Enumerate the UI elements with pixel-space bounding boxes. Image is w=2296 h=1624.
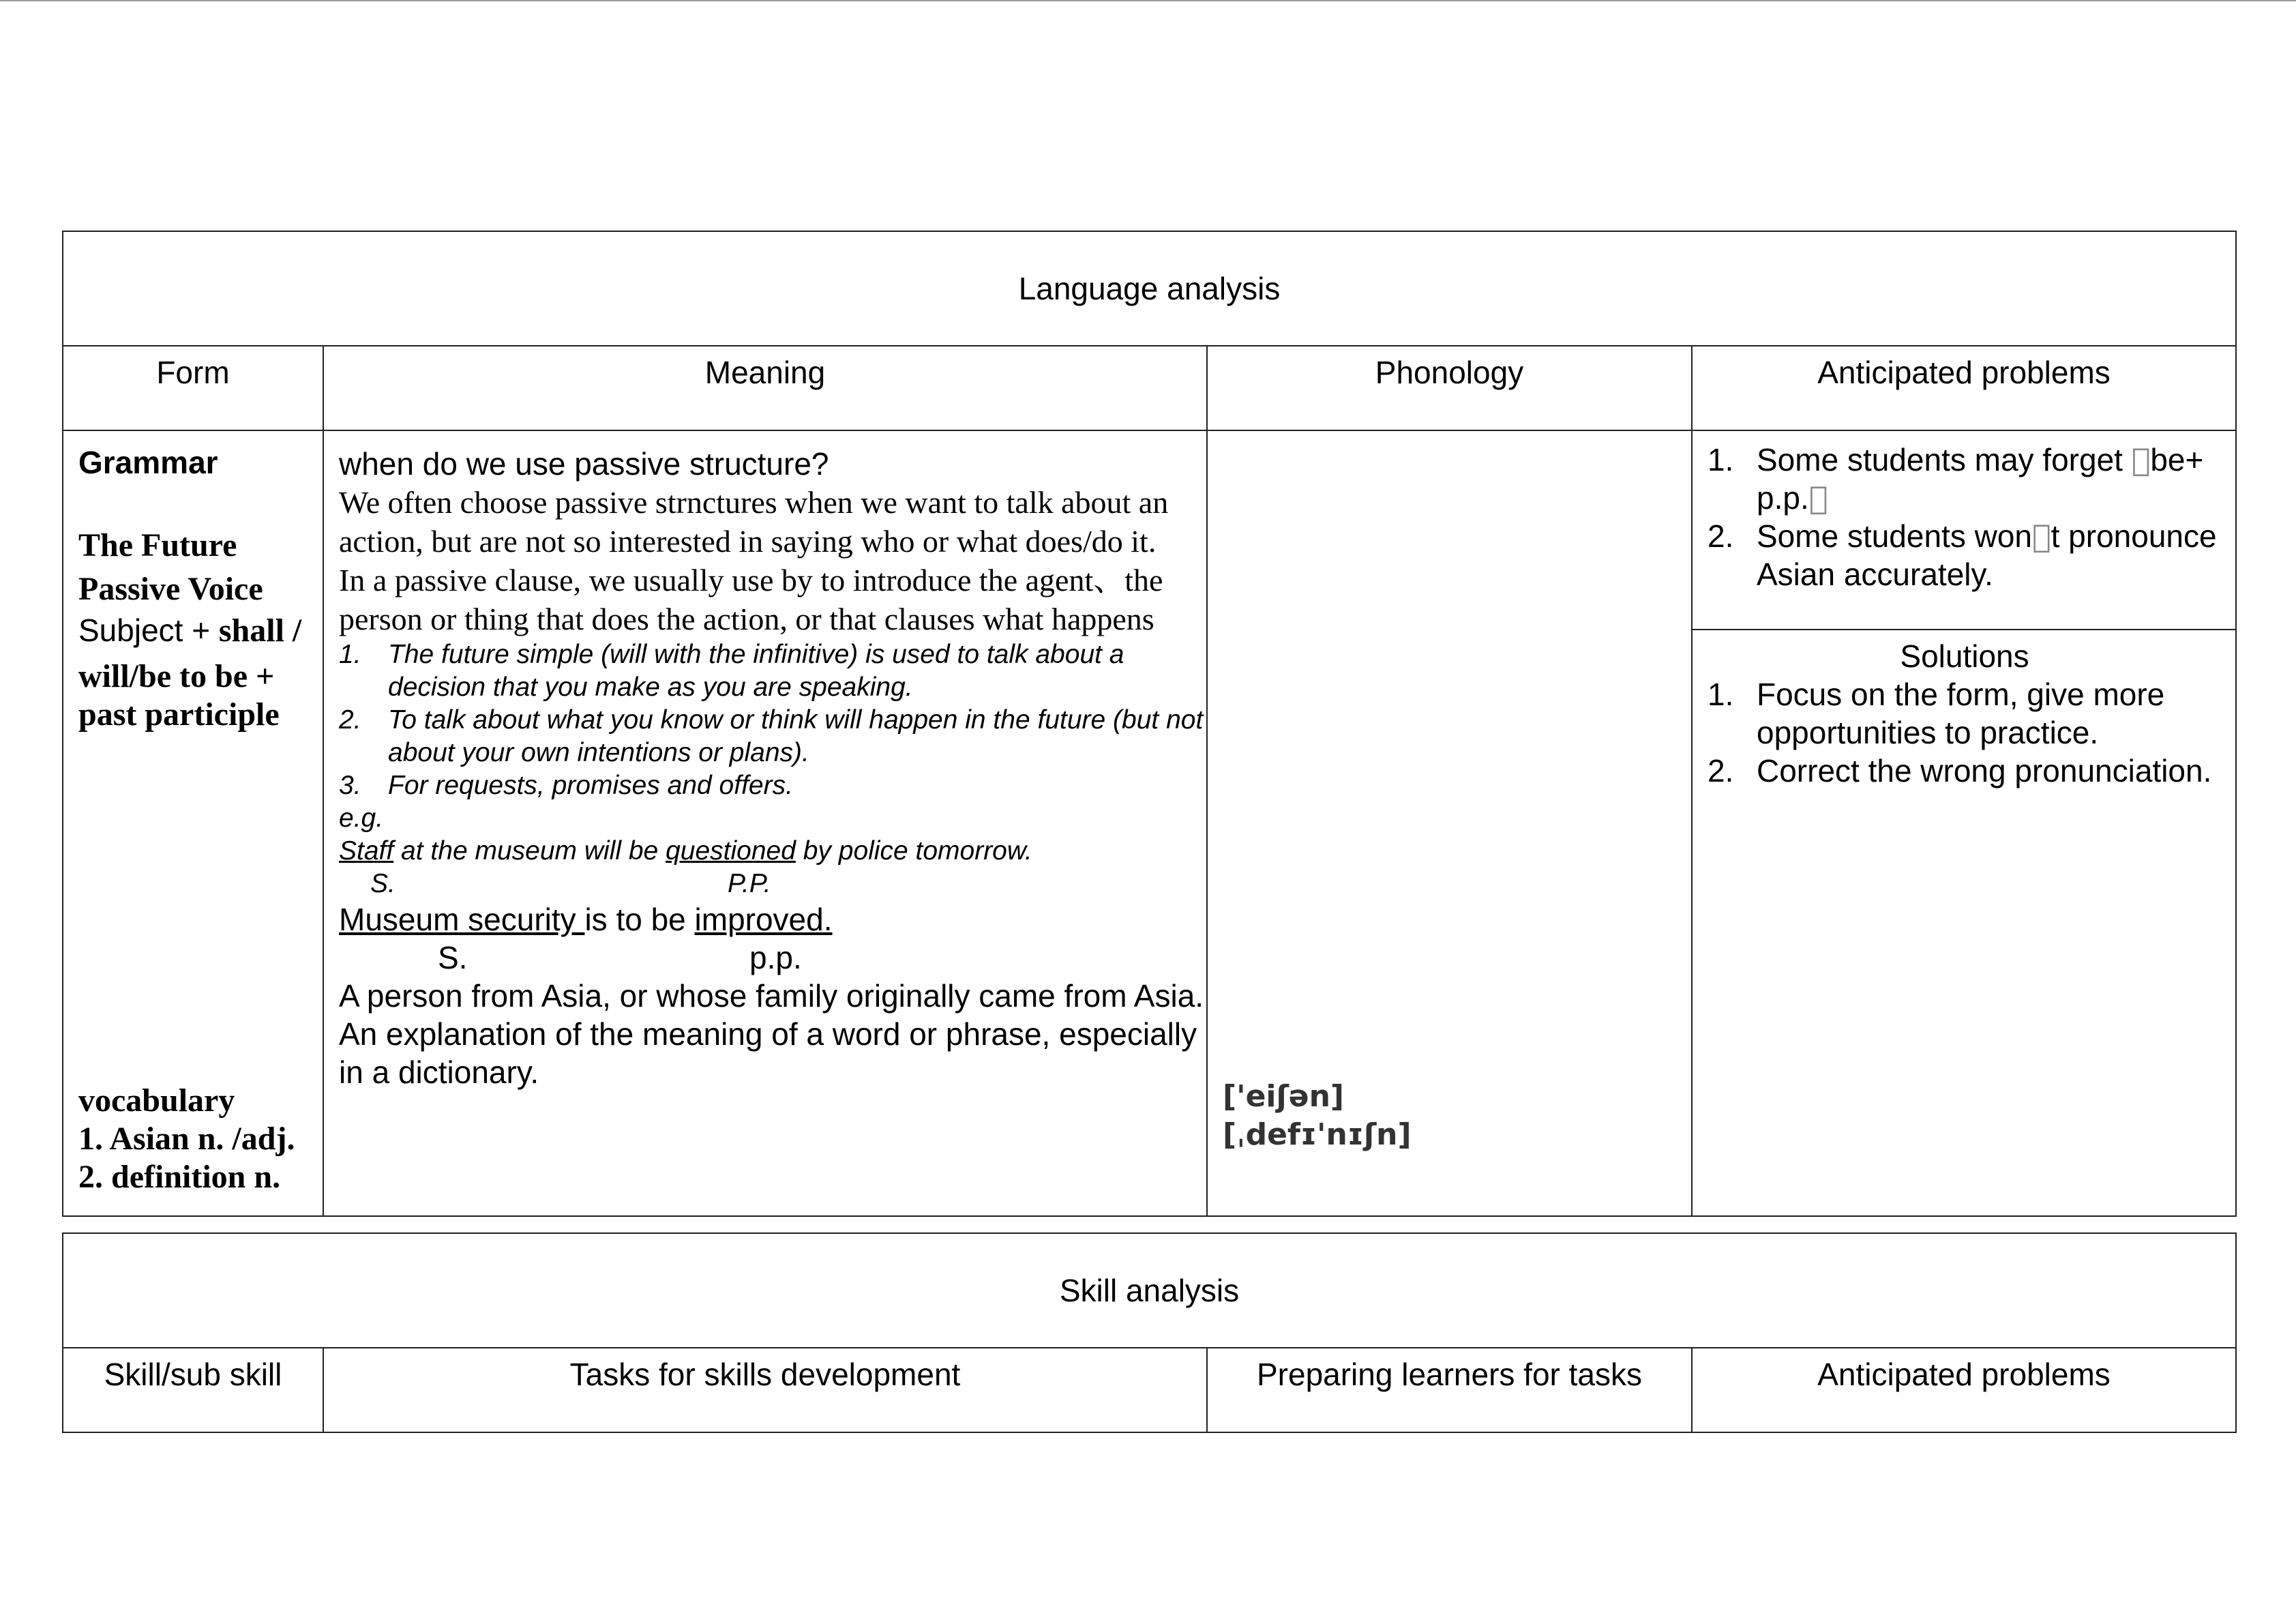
- problems-list: [1708, 441, 2222, 593]
- rule-subject: Subject +: [78, 612, 219, 648]
- grammar-title: [78, 524, 323, 611]
- skill-analysis-table: [62, 1232, 2237, 1433]
- example-2-markers: [339, 939, 1206, 977]
- example-2-marker-subject: S.: [438, 940, 468, 975]
- list-item: 2. Correct the wrong pronunciation.: [1708, 753, 2212, 788]
- vocabulary-item: 2. definition n.: [78, 1159, 281, 1195]
- definition-asian: A person from Asia, or whose family originally came from Asia.: [339, 978, 1204, 1014]
- definition-definition: An explanation of the meaning of a word or phrase, especially in a dictionary.: [339, 1016, 1197, 1090]
- list-item: 1. Focus on the form, give more opportunities to practice.: [1708, 677, 2165, 750]
- form-cell: [63, 430, 323, 1216]
- example-sentence-1: Staff at the museum will be questioned by police tomorrow.: [339, 836, 1032, 866]
- anticipated-problems-cell: [1692, 430, 2236, 1216]
- example-1-verb: questioned: [666, 836, 796, 866]
- example-1-marker-pp: P.P.: [728, 869, 771, 898]
- grammar-title-line1: The Future: [78, 527, 237, 563]
- example-2-verb: improved.: [694, 902, 833, 937]
- phonetic-asian: ['eiʃən]: [1223, 1079, 1345, 1114]
- phonology-cell: [1207, 430, 1692, 1216]
- list-item: 2. Some students won t pronounce Asian accurately.: [1708, 518, 2208, 592]
- problems-section: [1693, 431, 2235, 630]
- header-skill: Skill/sub skill: [63, 1348, 323, 1432]
- example-2-subject: Museum security: [339, 902, 585, 937]
- rule-line2: will/be to be +: [78, 658, 275, 694]
- solutions-section: [1693, 630, 2235, 790]
- header-meaning: Meaning: [323, 346, 1207, 430]
- vocabulary-label: vocabulary: [78, 1082, 235, 1119]
- language-analysis-title: Language analysis: [63, 231, 2236, 346]
- meaning-paragraph-1: We often choose passive strnctures when we want to talk about an action, but are not so interested in saying who or what does/do it.: [339, 485, 1169, 559]
- solutions-title: Solutions: [1900, 638, 2029, 674]
- header-preparing: Preparing learners for tasks: [1207, 1348, 1692, 1432]
- header-phonology: Phonology: [1207, 346, 1692, 430]
- language-analysis-table: [62, 231, 2237, 1217]
- solutions-list: [1708, 675, 2222, 790]
- skill-analysis-title: Skill analysis: [63, 1233, 2236, 1348]
- rule-line1-rest: shall /: [218, 612, 302, 649]
- header-anticipated-problems: Anticipated problems: [1692, 346, 2236, 430]
- grammar-title-line2: Passive Voice: [78, 571, 263, 607]
- header-tasks: Tasks for skills development: [323, 1348, 1207, 1432]
- meaning-question: when do we use passive structure?: [339, 446, 829, 482]
- list-item: 3. For requests, promises and offers.: [339, 771, 793, 800]
- header-form: Form: [63, 346, 323, 430]
- phonetic-definition: [ˌdefɪ'nɪʃn]: [1223, 1117, 1412, 1152]
- example-sentence-2: Museum security is to be improved.: [339, 902, 833, 937]
- example-label: e.g.: [339, 803, 384, 833]
- page-top-border: [0, 0, 2296, 1]
- grammar-rule: [78, 611, 323, 734]
- meaning-cell: [323, 430, 1207, 1216]
- grammar-label: Grammar: [78, 445, 218, 480]
- example-1-markers: [339, 868, 1206, 900]
- phonology-block: [1223, 1078, 1691, 1154]
- meaning-paragraph-2: In a passive clause, we usually use by to introduce the agent、the person or thing that does the action, or that clauses what happens: [339, 563, 1163, 636]
- example-1-subject: Staff: [339, 836, 394, 866]
- example-1-marker-subject: S.: [370, 869, 396, 898]
- list-item: 1. Some students may forget be+ p.p.: [1708, 442, 2185, 516]
- header-skill-problems: Anticipated problems: [1692, 1348, 2236, 1432]
- vocabulary-item: 1. Asian n. /adj.: [78, 1121, 295, 1157]
- future-uses-list: [339, 638, 1206, 802]
- example-2-marker-pp: p.p.: [749, 940, 802, 975]
- rule-line3: past participle: [78, 696, 280, 733]
- list-item: 1. The future simple (will with the infinitive) is used to talk about a decision that you make as you are speaking.: [339, 640, 1124, 702]
- list-item: 2. To talk about what you know or think will happen in the future (but not about your own intentions or plans).: [339, 705, 1204, 767]
- vocabulary-section: [78, 1082, 323, 1196]
